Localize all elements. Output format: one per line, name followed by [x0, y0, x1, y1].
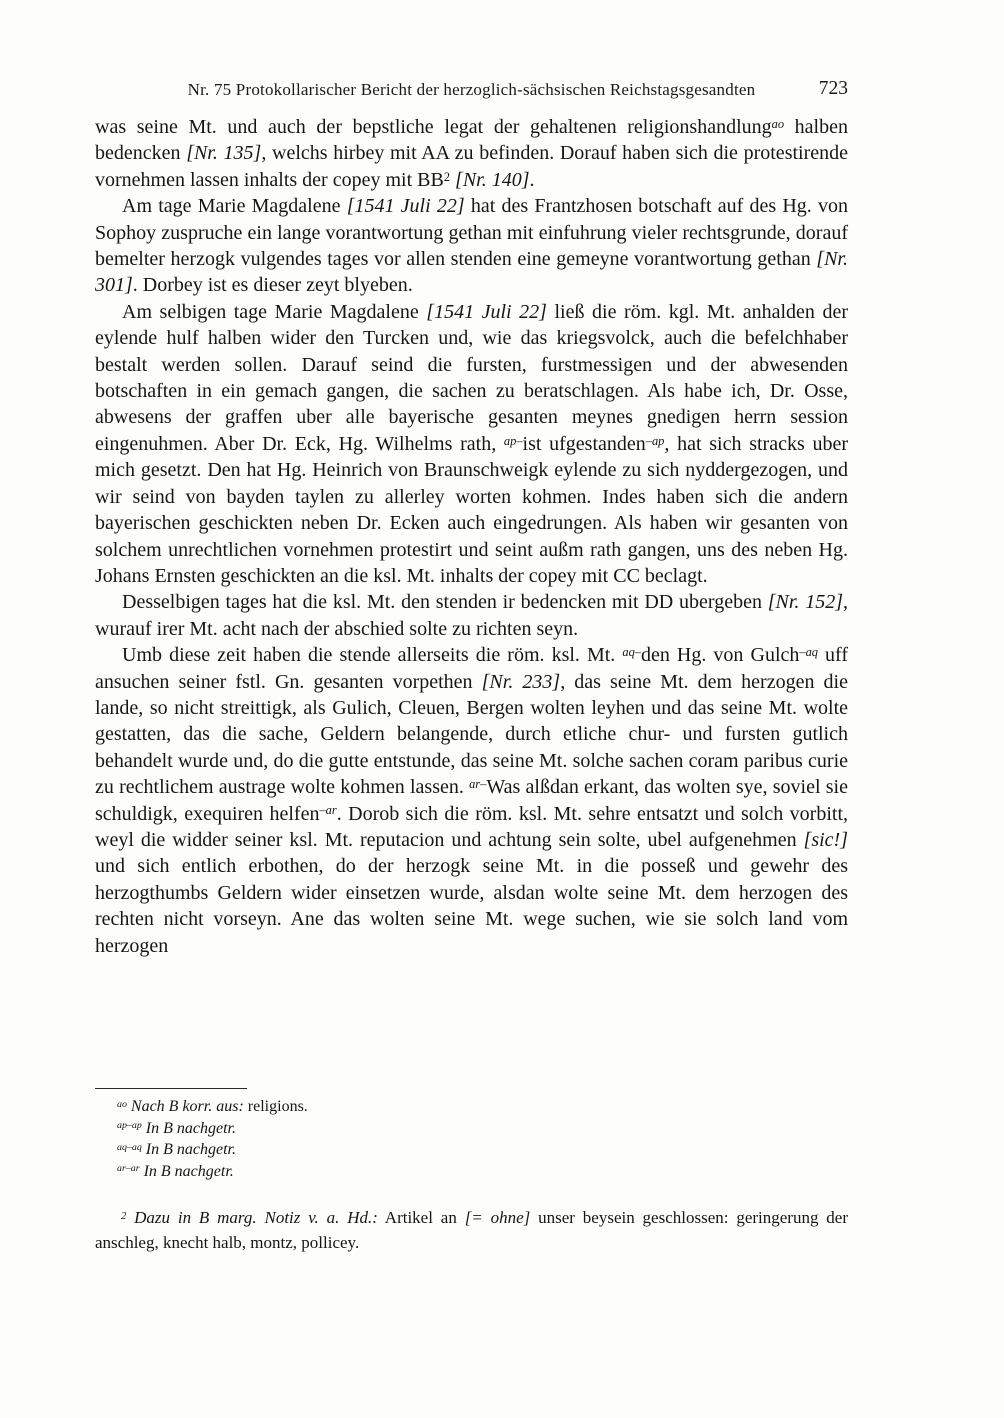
apparatus-note-aq: $^{aq-aq}$ In B nachgetr. — [117, 1141, 236, 1158]
apparatus-block — [95, 1088, 848, 1182]
body-paragraph-3: Am selbigen tage Marie Magdalene [1541 Juli 22] ließ die röm. kgl. Mt. anhalden der eylende hulf halben wider den Turcken und, wie das kriegsvolck, auch die befelchhaber bestalt werden sollen. Darauf seind die fursten, furstmessigen und der abwesenden botschaften in ein gemach gangen, die sachen zu beratschlagen. Als habe ich, Dr. Osse, abwesens der graffen uber alle bayerische gesanten meynes gnedigen herrn session eingenuhmen. Aber Dr. Eck, Hg. Wilhelms rath, $^{ap-}$ist ufgestanden$^{-ap}$, hat sich stracks uber mich gesetzt. Den hat Hg. Heinrich von Braunschweigk eylende zu sich nyddergezogen, und wir seind von bayden taylen zu allerley worten kohmen. Indes haben sich die andern bayerischen geschickten neben Dr. Ecken auch eingedrungen. Als haben wir gesanten von solchem unrechtlichen vornehmen protestirt und seint außm rath gangen, uns des neben Hg. Johans Ernsten geschickten an die ksl. Mt. inhalts der copey mit CC beclagt. — [95, 300, 849, 587]
running-title: Nr. 75 Protokollarischer Bericht der herzoglich-sächsischen Reichstagsgesandten — [187, 80, 756, 99]
apparatus-note-ao: $^{ao}$ Nach B korr. aus: religions. — [117, 1098, 308, 1115]
body-paragraph-4: Desselbigen tages hat die ksl. Mt. den stenden ir bedencken mit DD ubergeben [Nr. 152], wurauf irer Mt. acht nach der abschied solte zu richten seyn. — [95, 591, 848, 640]
page-number: 723 — [818, 78, 848, 99]
apparatus-note-ap: $^{ap-ap}$ In B nachgetr. — [117, 1119, 236, 1137]
body-paragraph-1: was seine Mt. und auch der bepstliche legat der gehaltenen religionshandlung$^{ao}$ halben bedencken [Nr. 135], welchs hirbey mit AA zu befinden. Dorauf haben sich die protestirende vornehmen lassen inhalts der copey mit $BB^2$ [Nr. 140]. — [95, 116, 848, 191]
footnote-2: $^2$ Dazu in B marg. Notiz v. a. Hd.: Artikel an [= ohne] unser beysein geschlossen: geringerung der anschleg, knecht halb, montz, pollicey. — [95, 1208, 849, 1252]
main-text-block — [95, 114, 848, 959]
body-paragraph-5: Umb diese zeit haben die stende allerseits die röm. ksl. Mt. $^{aq-}$den Hg. von Gulch$^{-aq}$ uff ansuchen seiner fstl. Gn. gesanten vorpethen [Nr. 233], das seine Mt. dem herzogen die lande, so nicht streittigk, als Gulich, Cleuen, Bergen wolten leyhen und das seine Mt. wolte gestatten, das die sache, Geldern belangende, durch etliche chur- und fursten gutlich behandelt wurde und, do die gutte entstunde, das seine Mt. solche sachen coram paribus curie zu rechtlichem austrage wolte kohmen lassen. $^{ar-}$Was alßdan erkant, das wolten sye, soviel sie schuldigk, exequiren helfen$^{-ar}$. Dorob sich die röm. ksl. Mt. sehre entsatzt und solch vorbitt, weyl die widder seiner ksl. Mt. reputacion und achtung sein solte, ubel aufgenehmen [sic!] und sich entlich erbothen, do der herzogk seine Mt. in die posseß und gewehr des herzogthumbs Geldern wider einsetzen wurde, alsdan wolte seine Mt. dem herzogen des rechten nicht vorseyn. Ane das wolten seine Mt. wege suchen, wie sie solch land vom herzogen — [95, 644, 849, 957]
body-paragraph-2: Am tage Marie Magdalene [1541 Juli 22] hat des Frantzhosen botschaft auf des Hg. von Sophoy zuspruche ein lange vorantwortung gethan mit einfuhrung vieler rechtsgrunde, dorauf bemelter herzogk vulgendes tages vor allen stenden eine gemeyne vorantwortung gethan [Nr. 301]. Dorbey ist es dieser zeyt blyeben. — [95, 195, 848, 297]
apparatus-note-ar: $^{ar-ar}$ In B nachgetr. — [117, 1162, 234, 1180]
footnote-separator-rule — [95, 1088, 247, 1089]
running-header — [95, 80, 848, 104]
